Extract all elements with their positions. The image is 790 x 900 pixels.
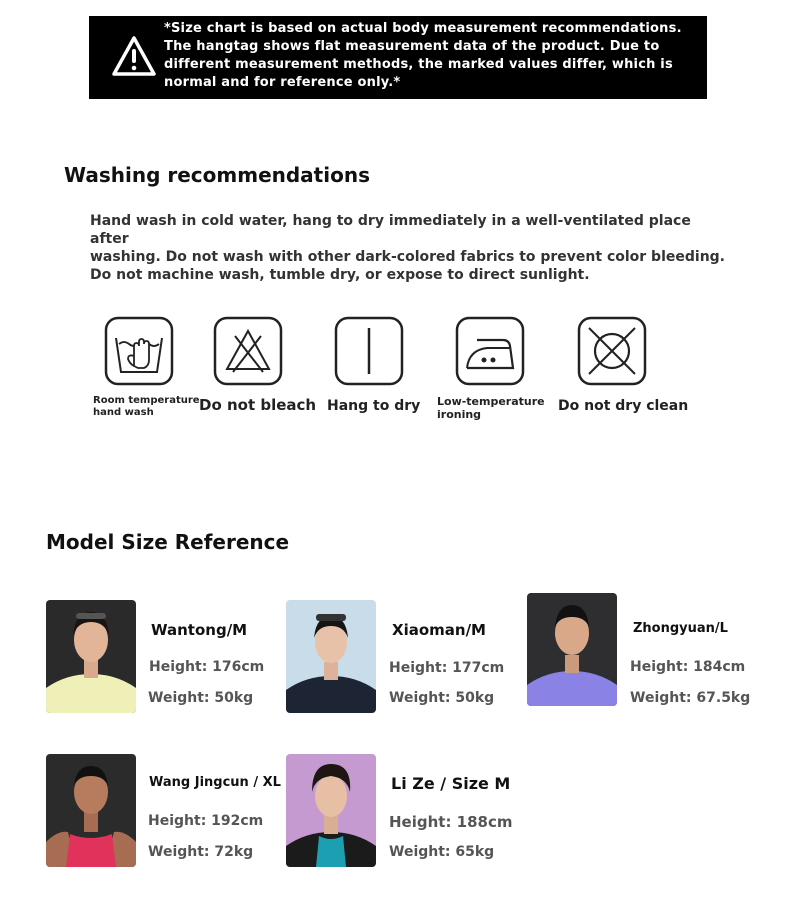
model-name: Wantong/M	[151, 621, 248, 639]
model-weight: Weight: 72kg	[148, 844, 254, 860]
size-notice-banner	[89, 16, 707, 99]
hang-dry-icon	[334, 316, 404, 386]
notice-line: *Size chart is based on actual body measurement recommendations.	[164, 21, 682, 36]
no-bleach-icon	[213, 316, 283, 386]
model-photo	[527, 593, 617, 706]
washing-title: Washing recommendations	[64, 163, 370, 187]
model-weight: Weight: 67.5kg	[630, 690, 751, 706]
warning-icon	[111, 35, 157, 77]
model-photo	[46, 754, 136, 867]
notice-line: normal and for reference only.*	[164, 75, 401, 90]
model-weight: Weight: 65kg	[389, 844, 495, 860]
care-label-no-bleach: Do not bleach	[199, 396, 317, 414]
care-label-low-temp-iron	[437, 395, 545, 421]
model-name: Li Ze / Size M	[391, 774, 511, 793]
washing-instructions	[90, 212, 730, 284]
model-photo	[286, 600, 376, 713]
model-photo	[286, 754, 376, 867]
notice-line: different measurement methods, the marked values differ, which is	[164, 57, 673, 72]
model-name: Xiaoman/M	[392, 621, 486, 639]
model-weight: Weight: 50kg	[389, 690, 495, 706]
notice-text	[164, 20, 699, 92]
model-height: Height: 188cm	[389, 813, 513, 831]
washing-line: Hand wash in cold water, hang to dry immediately in a well-ventilated place after	[90, 213, 691, 247]
care-label-hang-dry: Hang to dry	[327, 398, 421, 414]
low-temp-iron-icon	[455, 316, 525, 386]
model-height: Height: 192cm	[148, 813, 264, 829]
care-label-line: ironing	[437, 408, 482, 421]
model-name: Zhongyuan/L	[633, 621, 728, 636]
model-weight: Weight: 50kg	[148, 690, 254, 706]
washing-line: washing. Do not wash with other dark-colored fabrics to prevent color bleeding.	[90, 249, 725, 265]
model-size-title: Model Size Reference	[46, 530, 290, 554]
notice-line: The hangtag shows flat measurement data of the product. Due to	[164, 39, 660, 54]
model-height: Height: 176cm	[149, 659, 265, 675]
washing-line: Do not machine wash, tumble dry, or expose to direct sunlight.	[90, 267, 590, 283]
care-label-line: Low-temperature	[437, 395, 545, 408]
care-label-no-dry-clean: Do not dry clean	[558, 398, 689, 414]
care-label-line: hand wash	[93, 407, 154, 418]
model-height: Height: 177cm	[389, 660, 505, 676]
care-label-hand-wash	[93, 395, 200, 419]
model-name: Wang Jingcun / XL	[149, 775, 281, 790]
no-dry-clean-icon	[577, 316, 647, 386]
model-photo	[46, 600, 136, 713]
hand-wash-icon	[104, 316, 174, 386]
model-height: Height: 184cm	[630, 659, 746, 675]
care-label-line: Room temperature	[93, 395, 200, 406]
